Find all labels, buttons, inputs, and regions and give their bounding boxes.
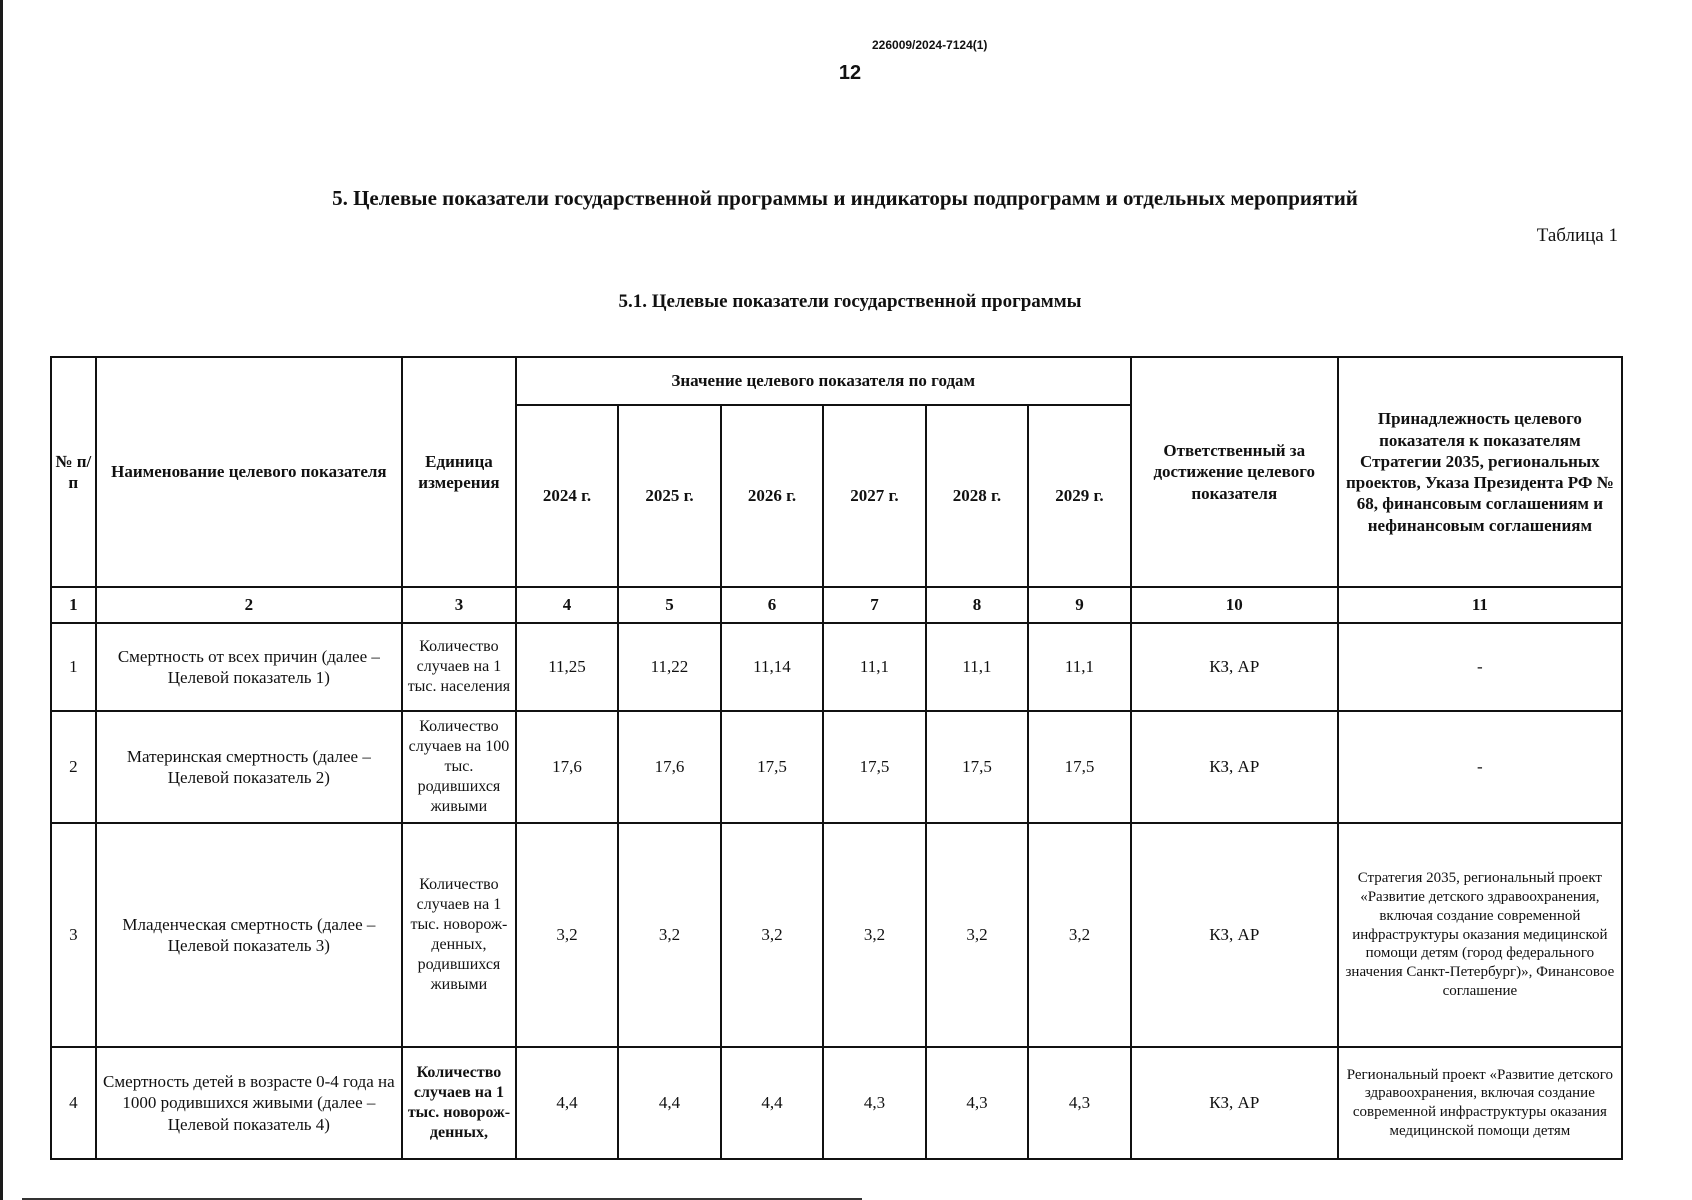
column-number: 3 bbox=[402, 587, 516, 623]
row-num: 2 bbox=[51, 711, 96, 823]
page-number: 12 bbox=[838, 62, 862, 84]
belonging: Региональный проект «Развитие детского здравоохранения, включая создание современной инфраструктуры оказания медицинской помощи детям bbox=[1338, 1047, 1622, 1159]
value-2024: 17,6 bbox=[516, 711, 618, 823]
scan-left-edge bbox=[0, 0, 3, 1200]
indicator-name: Смертность от всех причин (далее – Целевой показатель 1) bbox=[96, 623, 402, 711]
unit-of-measure: Количество случаев на 100 тыс. родившихся живыми bbox=[402, 711, 516, 823]
column-number: 8 bbox=[926, 587, 1028, 623]
table-row bbox=[51, 623, 1622, 711]
column-number: 5 bbox=[618, 587, 720, 623]
subsection-title: 5.1. Целевые показатели государственной программы bbox=[618, 291, 1082, 312]
header-name: Наименование целевого показателя bbox=[96, 357, 402, 587]
value-2024: 3,2 bbox=[516, 823, 618, 1047]
value-2026: 11,14 bbox=[721, 623, 823, 711]
belonging: Стратегия 2035, региональный проект «Развитие детского здравоохранения, включая создание современной инфраструктуры оказания медицинской помощи детям (город федерального значения Санкт-Петербург)», Финансовое соглашение bbox=[1338, 823, 1622, 1047]
value-2025: 11,22 bbox=[618, 623, 720, 711]
column-numbers-row bbox=[51, 587, 1622, 623]
value-2028: 11,1 bbox=[926, 623, 1028, 711]
header-year: 2029 г. bbox=[1028, 405, 1131, 587]
indicator-name: Смертность детей в возрасте 0-4 года на 1000 родившихся живыми (далее – Целевой показатель 4) bbox=[96, 1047, 402, 1159]
table-row bbox=[51, 711, 1622, 823]
value-2029: 17,5 bbox=[1028, 711, 1131, 823]
unit-of-measure: Количество случаев на 1 тыс. новорож-денных, родившихся живыми bbox=[402, 823, 516, 1047]
belonging: - bbox=[1338, 711, 1622, 823]
responsible: КЗ, АР bbox=[1131, 823, 1338, 1047]
section-title: 5. Целевые показатели государственной программы и индикаторы подпрограмм и отдельных мероприятий bbox=[332, 186, 1358, 210]
value-2028: 17,5 bbox=[926, 711, 1028, 823]
responsible: КЗ, АР bbox=[1131, 711, 1338, 823]
column-number: 9 bbox=[1028, 587, 1131, 623]
value-2029: 4,3 bbox=[1028, 1047, 1131, 1159]
value-2028: 4,3 bbox=[926, 1047, 1028, 1159]
unit-of-measure: Количество случаев на 1 тыс. населения bbox=[402, 623, 516, 711]
header-responsible: Ответственный за достижение целевого показателя bbox=[1131, 357, 1338, 587]
row-num: 4 bbox=[51, 1047, 96, 1159]
column-number: 7 bbox=[823, 587, 925, 623]
header-belonging: Принадлежность целевого показателя к показателям Стратегии 2035, региональных проектов, Указа Президента РФ № 68, финансовым соглашениям и нефинансовым соглашениям bbox=[1338, 357, 1622, 587]
document-number: 226009/2024-7124(1) bbox=[872, 38, 988, 52]
belonging: - bbox=[1338, 623, 1622, 711]
header-year: 2024 г. bbox=[516, 405, 618, 587]
value-2026: 17,5 bbox=[721, 711, 823, 823]
value-2025: 3,2 bbox=[618, 823, 720, 1047]
header-unit: Единица измерения bbox=[402, 357, 516, 587]
value-2024: 4,4 bbox=[516, 1047, 618, 1159]
unit-of-measure: Количество случаев на 1 тыс. новорож-денных, bbox=[402, 1047, 516, 1159]
responsible: КЗ, АР bbox=[1131, 1047, 1338, 1159]
header-values-group: Значение целевого показателя по годам bbox=[516, 357, 1131, 405]
column-number: 10 bbox=[1131, 587, 1338, 623]
column-number: 11 bbox=[1338, 587, 1622, 623]
value-2027: 4,3 bbox=[823, 1047, 925, 1159]
column-number: 2 bbox=[96, 587, 402, 623]
row-num: 3 bbox=[51, 823, 96, 1047]
table-header-row bbox=[51, 357, 1622, 405]
column-number: 6 bbox=[721, 587, 823, 623]
value-2026: 3,2 bbox=[721, 823, 823, 1047]
value-2029: 3,2 bbox=[1028, 823, 1131, 1047]
column-number: 4 bbox=[516, 587, 618, 623]
value-2024: 11,25 bbox=[516, 623, 618, 711]
header-year: 2027 г. bbox=[823, 405, 925, 587]
header-year: 2028 г. bbox=[926, 405, 1028, 587]
value-2027: 3,2 bbox=[823, 823, 925, 1047]
value-2028: 3,2 bbox=[926, 823, 1028, 1047]
column-number: 1 bbox=[51, 587, 96, 623]
value-2027: 17,5 bbox=[823, 711, 925, 823]
header-num: № п/п bbox=[51, 357, 96, 587]
responsible: КЗ, АР bbox=[1131, 623, 1338, 711]
value-2025: 4,4 bbox=[618, 1047, 720, 1159]
table-row bbox=[51, 1047, 1622, 1159]
indicator-name: Материнская смертность (далее – Целевой показатель 2) bbox=[96, 711, 402, 823]
row-num: 1 bbox=[51, 623, 96, 711]
value-2026: 4,4 bbox=[721, 1047, 823, 1159]
table-label: Таблица 1 bbox=[1536, 225, 1618, 246]
header-year: 2025 г. bbox=[618, 405, 720, 587]
target-indicators-table bbox=[50, 356, 1623, 1160]
header-year: 2026 г. bbox=[721, 405, 823, 587]
value-2027: 11,1 bbox=[823, 623, 925, 711]
value-2029: 11,1 bbox=[1028, 623, 1131, 711]
value-2025: 17,6 bbox=[618, 711, 720, 823]
indicator-name: Младенческая смертность (далее – Целевой показатель 3) bbox=[96, 823, 402, 1047]
table-row bbox=[51, 823, 1622, 1047]
